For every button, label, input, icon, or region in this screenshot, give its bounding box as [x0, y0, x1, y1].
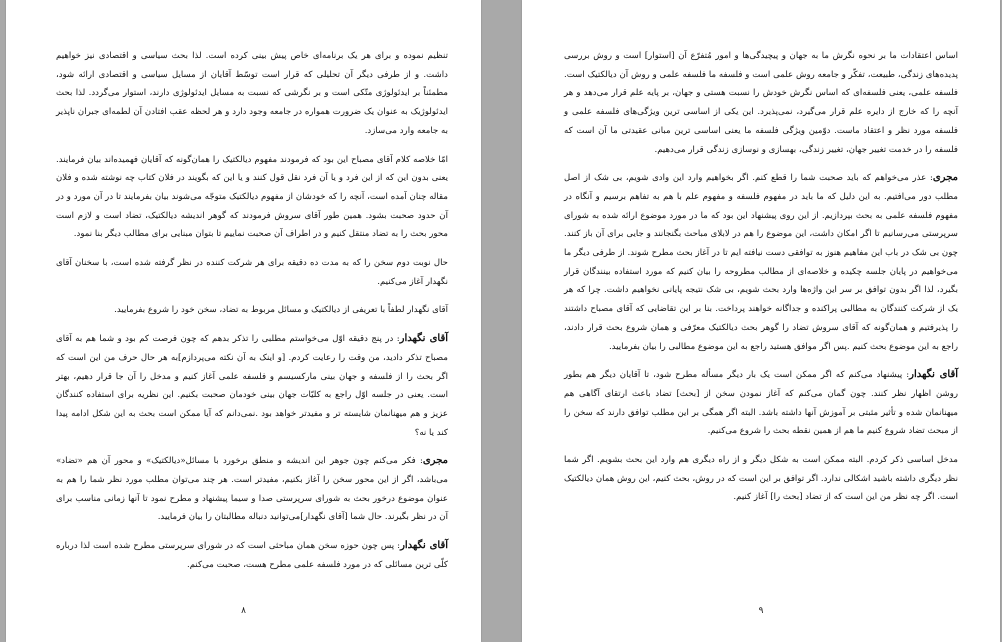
paragraph-text: امّا خلاصه کلام آقای مصباح این بود که فرمودند مفهوم دیالکتیک را همان‌گونه که آقایان فهمیده‌اند بیان فرمایند. یعنی بدون این که از این فرد و یا آن فرد نقل قول کنند و یا این که بگویند در فلان کتاب چه نوشته شده و فلان مقاله چنان آمده است، آنچه را که خودشان از مفهوم دیالکتیک متوجّه می‌شوند بیان بفرمایند تا در آن مورد و در آن حدود صحبت بشود. همین طور آقای سروش فرمودند که گوهر اندیشه دیالکتیک، تضاد است و لازم است محور بحث را به تضاد منتقل کنیم و در اطراف آن صحبت نماییم تا بتوان مبنایی برای مطالب دیگر بنا نمود. [56, 154, 448, 240]
paragraph-text: : پیشنهاد می‌کنم که اگر ممکن است یک بار دیگر مسأله مطرح شود، تا آقایان دیگر هم بطور روشن اظهار نظر کنند. چون گمان می‌کنم که آغاز نمودن سخن از [بحث] تضاد باعث ارتقای آگاهی هم میهنانمان شده و تأثیر مثبتی بر آموزش آنها داشته باشد. البته اگر همگی بر این مطلب توافق دارند که سخن را از مبحث تضاد شروع کنیم ما هم از همین نقطه بحث را شروع می‌کنیم. [564, 370, 958, 437]
paragraph [56, 330, 448, 442]
page-number: ۹ [758, 606, 764, 616]
paragraph-text: : پس چون حوزه سخن همان مباحثی است که در شورای سرپرستی مطرح شده است لذا درباره کلّی ترین مسائلی که در مورد فلسفه علمی مطرح هست، صحبت می‌کنم. [56, 541, 448, 570]
paragraph-text: حال نوبت دوم سخن را که به مدت ده دقیقه برای هر شرکت کننده در نظر گرفته شده است، با سخنان آقای نگهدار آغاز می‌کنیم. [56, 258, 448, 287]
paragraph-text: : فکر می‌کنم چون جوهر این اندیشه و منطق برخورد با مسائل«دیالکتیک» و محور آن هم «تضاد» می‌باشد، اگر از این محور سخن را آغاز بکنیم، مفیدتر است. هر چند می‌توان مطلب مورد نظر شما را هم به عنوان موضوع درخور بحث به شورای سرپرستی صدا و سیما پیشنهاد و مطرح نمود تا آنها زمانی مناسب برای آن در نظر بگیرند. حال شما [آقای نگهدار]می‌توانید دنباله مطالبتان را بیان فرمایید. [56, 456, 448, 523]
speaker-name: مجری [932, 172, 958, 184]
right-page-content [564, 47, 958, 517]
paragraph [56, 151, 448, 245]
speaker-name: آقای نگهدار [909, 369, 958, 381]
paragraph [56, 47, 448, 141]
paragraph-text: : در پنج دقیقه اوّل می‌خواستم مطلبی را تذکر بدهم که چون فرصت کم بود و شما هم به آقای مصباح تذکر دادید، من وقت را رعایت کردم. [و اینک به آن نکته می‌پردازم]به هر حال حرف من این است که اگر بحث را از فلسفه و جهان بینی مارکسیسم و فلسفه علمی آغاز کنیم و مدخل را آن جا قرار دهیم، بهتر است. یعنی در جلسه اوّل راجع به کلیّات جهان بینی خودمان صحبت بکنیم. این نظریه برای استفاده کنندگان عزیز و هم میهنانمان شایسته تر و مفیدتر خواهد بود .نمی‌دانم که آیا ممکن است بحث به این شکل ادامه پیدا کند یا نه؟ [56, 334, 448, 438]
paragraph-text: تنظیم نموده و برای هر یک برنامه‌ای خاص پیش بینی کرده است. لذا بحث سیاسی و اقتصادی نیز خواهیم داشت. و از طرفی دیگر آن تحلیلی که قرار است توسّط آقایان از مسایل سیاسی و اقتصادی ارائه شود، مطمئناً بر ایدئولوژی متّکی است و بر نگرشی که نسبت به مسایل ایدئولوژی دارند، استوار می‌گردد. لذا بحث ایدئولوژیک به عنوان یک ضرورت همواره در جامعه وجود دارد و هر لحظه عقب افتادن آن لطمه‌ای جبران ناپذیر به جامعه وارد می‌سازد. [56, 51, 448, 136]
paragraph [564, 47, 958, 159]
paragraph-text: : عذر می‌خواهم که باید صحبت شما را قطع کنم. اگر بخواهیم وارد این وادی شویم، بی شک از اصل مطلب دور می‌افتیم. به این دلیل که ما باید در مفهوم فلسفه و مفهوم علم با هم به تفاهم برسیم و آنگاه در مفهوم فلسفه علمی به بحث بپردازیم. از این روی پیشنهاد این بود که ما در مورد موضوع ارائه شده به شورای سرپرستی می‌رسانیم تا اگر امکان داشت، این موضوع را هم در لابلای مباحث بگنجانند و جایی برای آن باز کنند. چون بی شک در باب این مفاهیم هنوز به توافقی دست نیافته ایم تا در آغاز بحث مطرح شوند. از طرفی دیگر ما می‌خواهیم در پایان جلسه چکیده و خلاصه‌ای از مطالب مطروحه را بیان کنیم که مورد استفاده بینندگان قرار بگیرد، لذا اگر بدون توافق بر سر این واژه‌ها وارد بحث شویم، بی شک نتیجه پایانی نخواهیم داشت. چرا که هر یک از شرکت کنندگان به مطالبی پراکنده و جداگانه خواهند پرداخت. بنا بر این تقاضایی که آقای مصباح داشتند را پذیرفتیم و همان‌گونه که آقای سروش تضاد را گوهر بحث دیالکتیک معرّفی و همان شروع بحث قرار دادند، راجع به این موضوع بحث کنیم .پس اگر موافق هستید راجع به این موضوع مطالبی را بیان بفرمایید. [564, 173, 958, 352]
paragraph-text: مدخل اساسی ذکر کردم. البته ممکن است به شکل دیگر و از راه دیگری هم وارد این بحث بشویم. اگر شما نظر دیگری داشته باشید اشکالی ندارد. اگر توافق بر این است که در روش، بحث کنیم، این روش همان دیالکتیک است. اگر چه نظر من این است که از تضاد [بحث را] آغاز کنیم. [564, 455, 958, 503]
paragraph [56, 301, 448, 320]
speaker-name: آقای نگهدار [400, 540, 449, 552]
left-page-content [56, 47, 448, 585]
paragraph [56, 254, 448, 291]
speaker-name: آقای نگهدار [399, 333, 449, 345]
right-page [522, 0, 1000, 642]
paragraph-text: اساس اعتقادات ما بر نحوه نگرش ما به جهان و پیچیدگی‌ها و امور مُتفرّع آن [استوار] است و روش بررسی پدیده‌های زندگی، طبیعت، تفکّر و جامعه روش علمی است و فلسفه ما فلسفه علمی و روش آن دیالکتیک است. فلسفه علمی، یعنی فلسفه‌ای که اساس نگرش خودش را نسبت هستی و جهان، بر پایه علم قرار می‌دهد و هر آنچه را که خارج از دایره علم قرار می‌گیرد، نمی‌پذیرد. این یکی از اساسی ترین ویژگی‌های فلسفه علمی و فلسفه مورد نظر و اعتقاد ماست. دوّمین ویژگی فلسفه ما یعنی اساسی ترین مبانی عقیدتی ما آن است که فلسفه را در خدمت تغییر جهان، تغییر زندگی، بهسازی و نوسازی زندگی قرار می‌دهیم. [564, 51, 958, 155]
left-page [6, 0, 481, 642]
paragraph [564, 169, 958, 356]
paragraph [564, 366, 958, 441]
paragraph [56, 537, 448, 574]
paragraph-text: آقای نگهدار لطفاً با تعریفی از دیالکتیک و مسائل مربوط به تضاد، سخن خود را شروع بفرمایید. [114, 305, 448, 316]
speaker-name: مجری [422, 455, 448, 467]
paragraph [564, 451, 958, 507]
page-number: ۸ [241, 606, 246, 616]
paragraph [56, 452, 448, 527]
